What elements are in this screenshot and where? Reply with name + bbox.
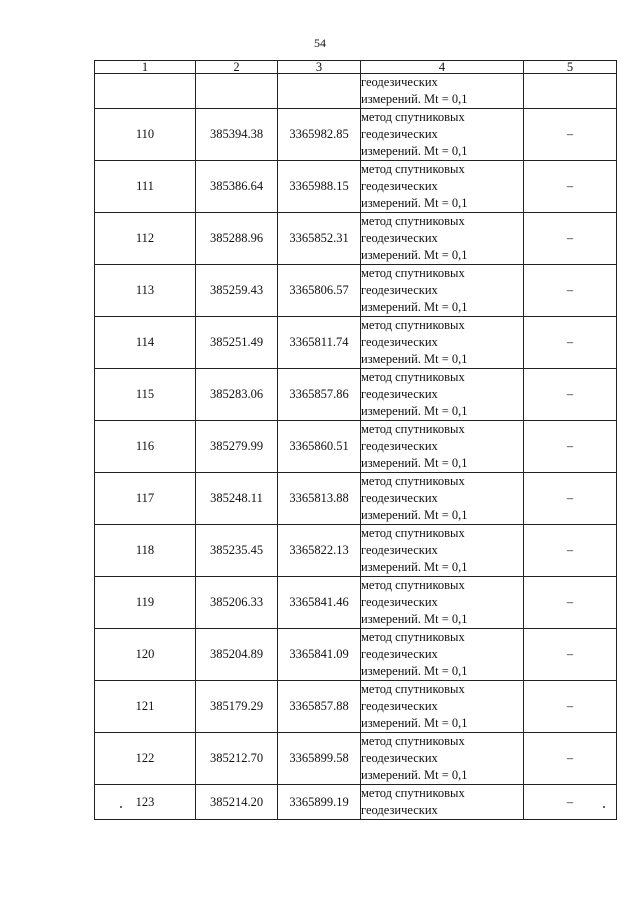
- x-coordinate-cell: 385212.70: [196, 733, 278, 785]
- y-coordinate-cell: 3365811.74: [278, 317, 361, 369]
- x-coordinate-cell: 385248.11: [196, 473, 278, 525]
- note-cell: –: [524, 421, 617, 473]
- y-coordinate-cell: 3365899.58: [278, 733, 361, 785]
- column-header-1: 1: [95, 61, 196, 74]
- x-coordinate-cell: 385206.33: [196, 577, 278, 629]
- note-cell: –: [524, 525, 617, 577]
- x-coordinate-cell: 385179.29: [196, 681, 278, 733]
- method-description-cell: метод спутниковых геодезических измерений. Mt = 0,1: [361, 421, 524, 473]
- x-coordinate-cell: 385259.43: [196, 265, 278, 317]
- y-coordinate-cell: 3365806.57: [278, 265, 361, 317]
- note-cell: –: [524, 629, 617, 681]
- x-coordinate-cell: [196, 74, 278, 109]
- point-number-cell: 110: [95, 109, 196, 161]
- y-coordinate-cell: 3365857.86: [278, 369, 361, 421]
- point-number-cell: 116: [95, 421, 196, 473]
- x-coordinate-cell: 385214.20: [196, 785, 278, 820]
- point-number-cell: 114: [95, 317, 196, 369]
- y-coordinate-cell: 3365852.31: [278, 213, 361, 265]
- point-number-cell: 112: [95, 213, 196, 265]
- method-description-cell: метод спутниковых геодезических измерений. Mt = 0,1: [361, 265, 524, 317]
- point-number-cell: 118: [95, 525, 196, 577]
- note-cell: –: [524, 317, 617, 369]
- y-coordinate-cell: 3365899.19: [278, 785, 361, 820]
- y-coordinate-cell: [278, 74, 361, 109]
- point-number-cell: 111: [95, 161, 196, 213]
- x-coordinate-cell: 385204.89: [196, 629, 278, 681]
- table-row: [95, 785, 617, 820]
- point-number-cell: 115: [95, 369, 196, 421]
- y-coordinate-cell: 3365813.88: [278, 473, 361, 525]
- y-coordinate-cell: 3365982.85: [278, 109, 361, 161]
- y-coordinate-cell: 3365841.46: [278, 577, 361, 629]
- note-cell: –: [524, 733, 617, 785]
- note-cell: –: [524, 785, 617, 820]
- point-number-cell: 121: [95, 681, 196, 733]
- column-header-2: 2: [196, 61, 278, 74]
- method-description-cell: метод спутниковых геодезических измерений. Mt = 0,1: [361, 629, 524, 681]
- method-description-cell: метод спутниковых геодезических измерений. Mt = 0,1: [361, 317, 524, 369]
- x-coordinate-cell: 385288.96: [196, 213, 278, 265]
- table-header-row: [95, 61, 617, 74]
- x-coordinate-cell: 385386.64: [196, 161, 278, 213]
- column-header-4: 4: [361, 61, 524, 74]
- point-number-cell: 122: [95, 733, 196, 785]
- x-coordinate-cell: 385235.45: [196, 525, 278, 577]
- table-row: [95, 213, 617, 265]
- note-cell: –: [524, 213, 617, 265]
- y-coordinate-cell: 3365841.09: [278, 629, 361, 681]
- method-description-cell: метод спутниковых геодезических: [361, 785, 524, 820]
- note-cell: –: [524, 577, 617, 629]
- table-row: [95, 525, 617, 577]
- x-coordinate-cell: 385251.49: [196, 317, 278, 369]
- table-row: [95, 317, 617, 369]
- method-description-cell: метод спутниковых геодезических измерений. Mt = 0,1: [361, 109, 524, 161]
- note-cell: –: [524, 473, 617, 525]
- y-coordinate-cell: 3365988.15: [278, 161, 361, 213]
- x-coordinate-cell: 385279.99: [196, 421, 278, 473]
- table-row: [95, 577, 617, 629]
- method-description-cell: метод спутниковых геодезических измерений. Mt = 0,1: [361, 161, 524, 213]
- method-description-cell: метод спутниковых геодезических измерений. Mt = 0,1: [361, 213, 524, 265]
- point-number-cell: 120: [95, 629, 196, 681]
- table-row: [95, 421, 617, 473]
- note-cell: [524, 74, 617, 109]
- note-cell: –: [524, 109, 617, 161]
- scan-speck: [120, 806, 122, 808]
- note-cell: –: [524, 265, 617, 317]
- table-row: [95, 109, 617, 161]
- table-body: [95, 74, 617, 820]
- method-description-cell: метод спутниковых геодезических измерений. Mt = 0,1: [361, 369, 524, 421]
- point-number-cell: 117: [95, 473, 196, 525]
- column-header-3: 3: [278, 61, 361, 74]
- method-description-cell: геодезических измерений. Mt = 0,1: [361, 74, 524, 109]
- table-row: [95, 681, 617, 733]
- method-description-cell: метод спутниковых геодезических измерений. Mt = 0,1: [361, 525, 524, 577]
- note-cell: –: [524, 369, 617, 421]
- y-coordinate-cell: 3365860.51: [278, 421, 361, 473]
- table-row: [95, 265, 617, 317]
- x-coordinate-cell: 385394.38: [196, 109, 278, 161]
- table-row: [95, 74, 617, 109]
- table-row: [95, 629, 617, 681]
- point-number-cell: 123: [95, 785, 196, 820]
- method-description-cell: метод спутниковых геодезических измерений. Mt = 0,1: [361, 681, 524, 733]
- note-cell: –: [524, 681, 617, 733]
- table-row: [95, 473, 617, 525]
- table-row: [95, 161, 617, 213]
- point-number-cell: 113: [95, 265, 196, 317]
- scan-speck: [603, 806, 605, 808]
- table-row: [95, 733, 617, 785]
- note-cell: –: [524, 161, 617, 213]
- point-number-cell: 119: [95, 577, 196, 629]
- x-coordinate-cell: 385283.06: [196, 369, 278, 421]
- point-number-cell: [95, 74, 196, 109]
- method-description-cell: метод спутниковых геодезических измерений. Mt = 0,1: [361, 733, 524, 785]
- column-header-5: 5: [524, 61, 617, 74]
- method-description-cell: метод спутниковых геодезических измерений. Mt = 0,1: [361, 473, 524, 525]
- y-coordinate-cell: 3365857.88: [278, 681, 361, 733]
- page-number: 54: [314, 36, 326, 50]
- method-description-cell: метод спутниковых геодезических измерений. Mt = 0,1: [361, 577, 524, 629]
- coordinates-table: [94, 60, 617, 820]
- table-row: [95, 369, 617, 421]
- y-coordinate-cell: 3365822.13: [278, 525, 361, 577]
